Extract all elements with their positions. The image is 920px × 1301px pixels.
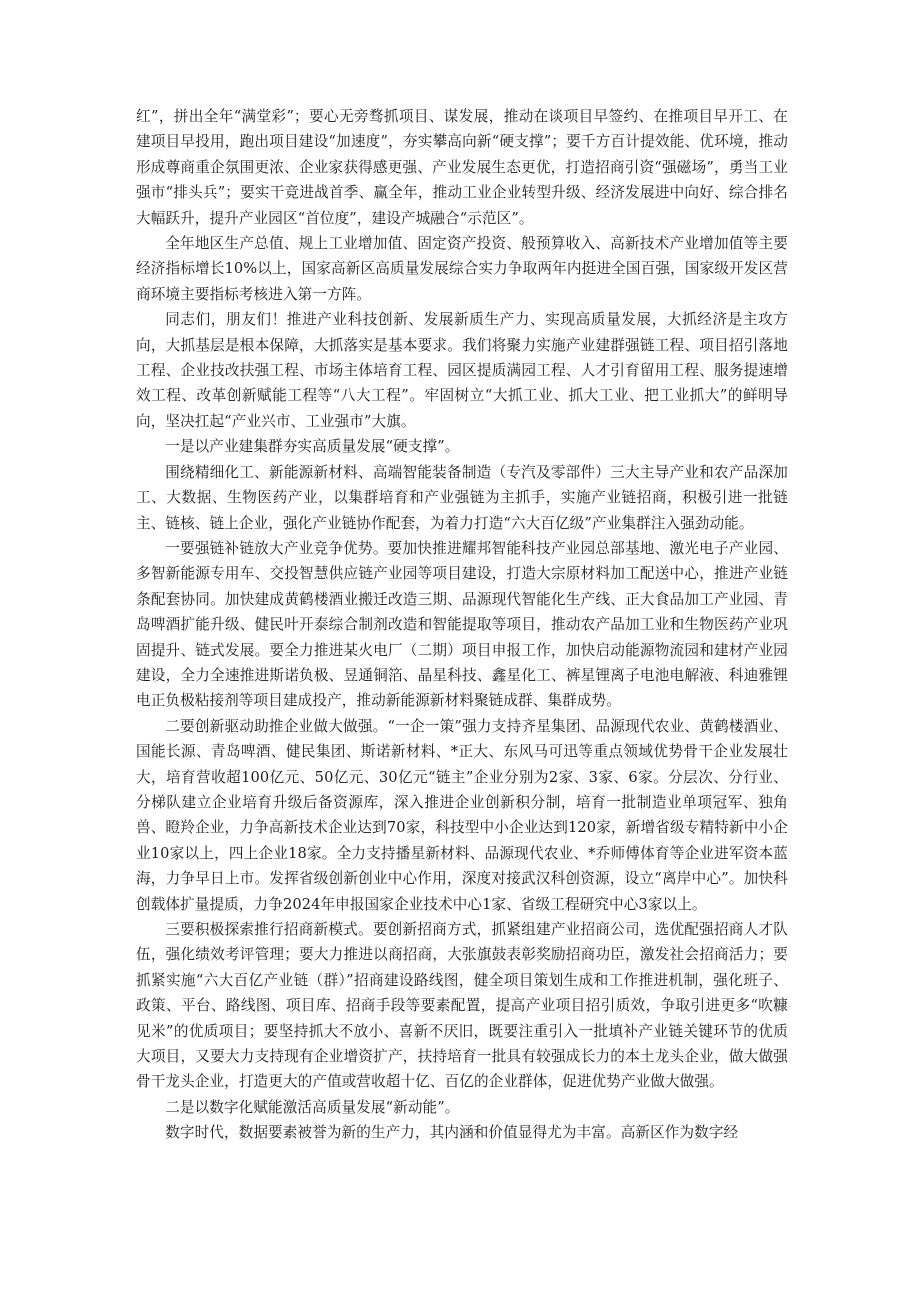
document-body (136, 104, 788, 1146)
heading-section-two: 二是以数字化赋能激活高质量发展“新动能”。 (165, 1098, 460, 1116)
paragraph-investment-model: 三要积极探索推行招商新模式。要创新招商方式，抓紧组建产业招商公司，选优配强招商人才队伍，强化绩效考评管理；要大力推进以商招商，大张旗鼓表彰奖励招商功臣，激发社会招商活力；要抓紧实施“六大百亿产业链（群）”招商建设路线图，健全项目策划生成和工作推进机制，强化班子、政策、平台、路线图、项目库、招商手段等要素配置，提高产业项目招引质效，争取引进更多“吹糠见米”的优质项目；要坚持抓大不放小、喜新不厌旧，既要注重引入一批填补产业链关键环节的优质大项目，又要大力支持现有企业增资扩产，扶持培育一批具有较强成长力的本土龙头企业，做大做强骨干龙头企业，打造更大的产值或营收超十亿、百亿的企业群体，促进优势产业做大做强。 (136, 921, 788, 1091)
heading-section-one: 一是以产业建集群夯实高质量发展“硬支撑”。 (165, 438, 460, 456)
paragraph-innovation-driven: 二要创新驱动助推企业做大做强。“一企一策”强力支持齐星集团、品源现代农业、黄鹤楼酒业、国能长源、青岛啤酒、健民集团、斯诺新材料、*正大、东风马可迅等重点领域优势骨干企业发展壮大，培育营收超100亿元、50亿元、30亿元“链主”企业分别为2家、3家、6家。分层次、分行业、分梯队建立企业培育升级后备资源库，深入推进企业创新积分制，培育一批制造业单项冠军、独角兽、瞪羚企业，力争高新技术企业达到70家，科技型中小企业达到120家，新增省级专精特新中小企业10家以上，四上企业18家。全力支持播星新材料、品源现代农业、*乔师傅体育等企业进军资本蓝海，力争早日上市。发挥省级创新创业中心作用，深度对接武汉科创资源，设立“离岸中心”。加快科创载体扩量提质，力争2024年申报国家企业技术中心1家、省级工程研究中心3家以上。 (136, 717, 788, 913)
paragraph-strengthen-chain: 一要强链补链放大产业竞争优势。要加快推进耀邦智能科技产业园总部基地、激光电子产业园、多智新能源专用车、交投智慧供应链产业园等项目建设，打造大宗原材料加工配送中心，推进产业链条配套协同。加快建成黄鹤楼酒业搬迁改造三期、品源现代智能化生产线、正大食品加工产业园、青岛啤酒扩能升级、健民叶开泰综合制剂改造和智能提取等项目，推动农产品加工业和生物医药产业巩固提升、链式发展。要全力推进某火电厂（二期）项目申报工作，加快启动能源物流园和建材产业园建设，全力全速推进斯诺负极、昱通铜箔、晶星科技、鑫星化工、裤星锂离子电池电解液、科迪雅锂电正负极粘接剂等项目建成投产，推动新能源新材料聚链成群、集群成势。 (136, 539, 788, 710)
paragraph-continuation: 红”，拼出全年“满堂彩”；要心无旁骛抓项目、谋发展，推动在谈项目早签约、在推项目早开工、在建项目早投用，跑出项目建设“加速度”，夯实攀高向新“硬支撑”；要千方百计提效能、优环境，推动形成尊商重企氛围更浓、企业家获得感更强、产业发展生态更优，打造招商引资“强磁场”，勇当工业强市“排头兵”；要实干竞进战首季、赢全年，推动工业企业转型升级、经济发展进中向好、综合排名大幅跃升，提升产业园区“首位度”，建设产城融合“示范区”。 (136, 108, 788, 227)
paragraph-industry-clusters: 围绕精细化工、新能源新材料、高端智能装备制造（专汽及零部件）三大主导产业和农产品深加工、大数据、生物医药产业，以集群培育和产业强链为主抓手，实施产业链招商，积极引进一批链主、链核、链上企业，强化产业链协作配套，为着力打造“六大百亿级”产业集群注入强劲动能。 (136, 463, 788, 532)
paragraph-annual-targets: 全年地区生产总值、规上工业增加值、固定资产投资、般预算收入、高新技术产业增加值等主要经济指标增长10%以上，国家高新区高质量发展综合实力争取两年内挺进全国百强，国家级开发区营商环境主要指标考核进入第一方阵。 (136, 235, 788, 303)
paragraph-eight-projects: 同志们，朋友们！推进产业科技创新、发展新质生产力、实现高质量发展，大抓经济是主攻方向，大抓基层是根本保障，大抓落实是基本要求。我们将聚力实施产业建群强链工程、项目招引落地工程、企业技改扶强工程、市场主体培育工程、园区提质满园工程、人才引育留用工程、服务提速增效工程、改革创新赋能工程等“八大工程”。牢固树立“大抓工业、抓大工业、把工业抓大”的鲜明导向，坚决扛起“产业兴市、工业强市”大旗。 (136, 311, 788, 430)
paragraph-digital-era: 数字时代，数据要素被誉为新的生产力，其内涵和价值显得尤为丰富。高新区作为数字经 (165, 1124, 739, 1142)
